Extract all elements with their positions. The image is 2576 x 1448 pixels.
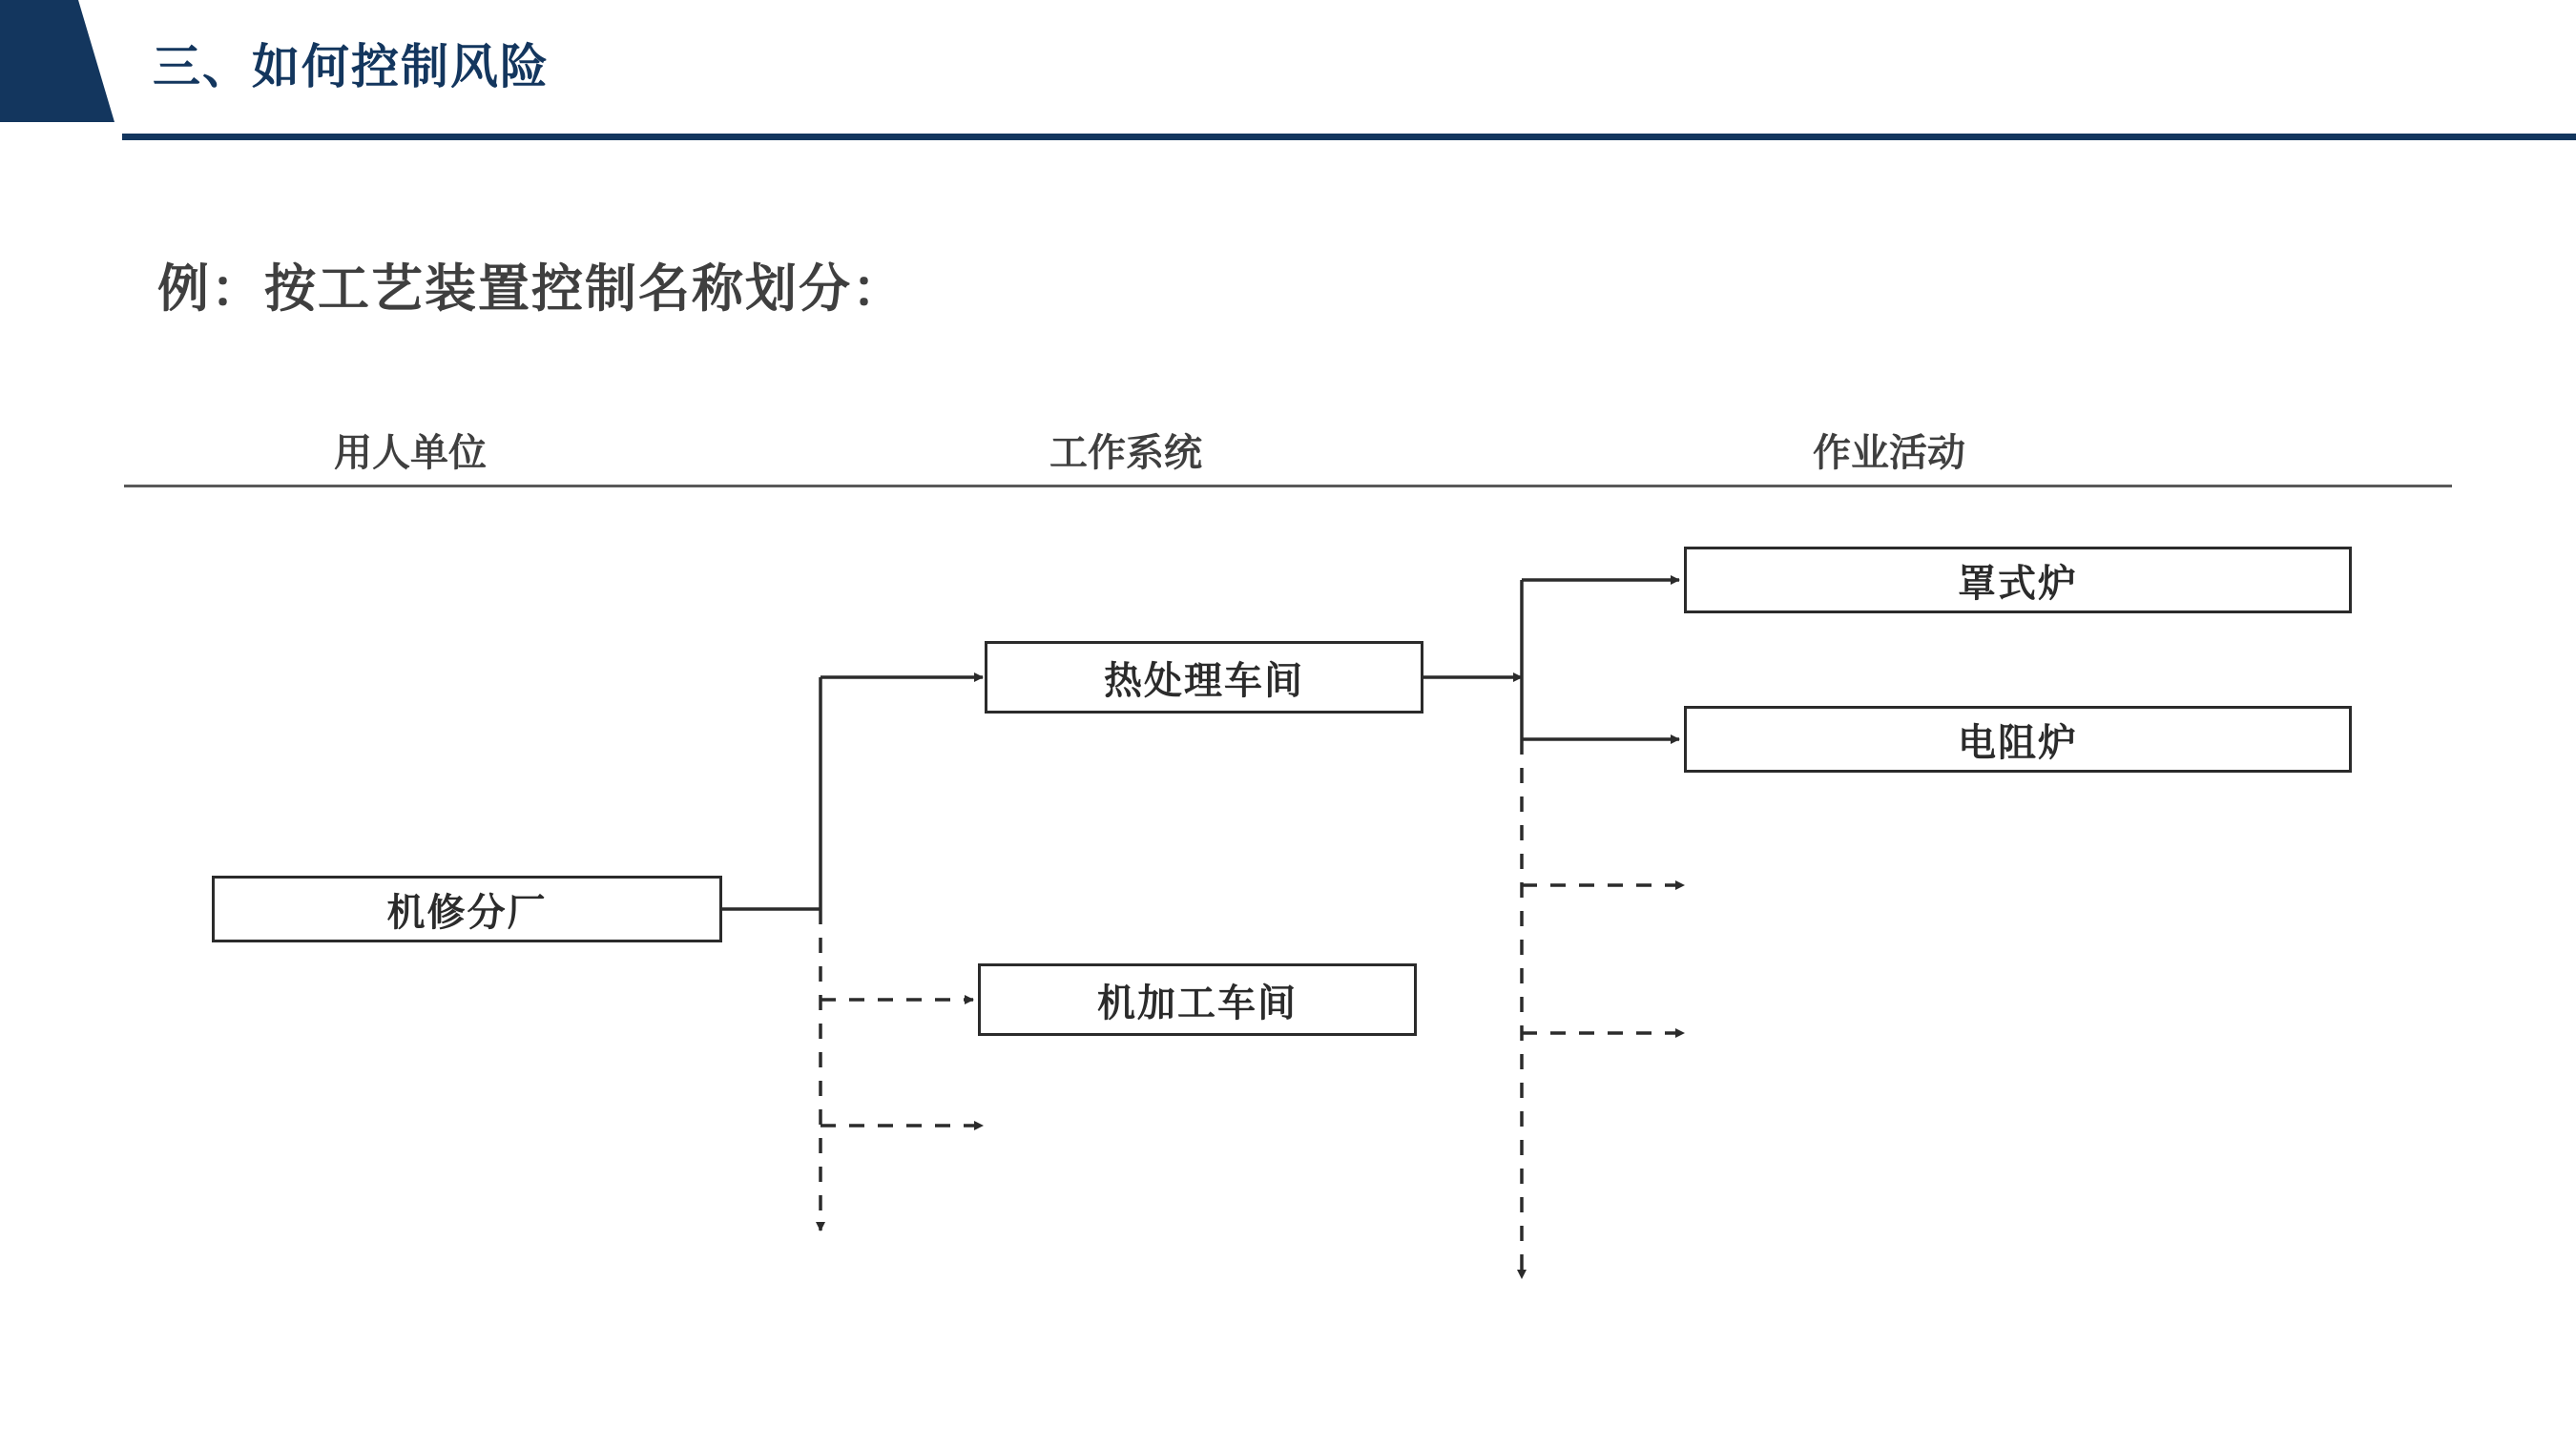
subtitle: 例：按工艺装置控制名称划分： xyxy=(157,260,905,318)
node-label: 罩式炉 xyxy=(1958,562,2078,605)
node-heat-treatment-workshop[interactable] xyxy=(985,641,1423,714)
column-heading-work-activity: 作业活动 xyxy=(1813,432,1965,474)
column-heading-work-system: 工作系统 xyxy=(1049,432,1202,474)
node-employer-unit[interactable] xyxy=(212,876,722,942)
page-title: 三、如何控制风险 xyxy=(153,40,550,93)
node-label: 机修分厂 xyxy=(386,891,548,934)
node-machining-workshop[interactable] xyxy=(978,963,1417,1036)
column-heading-employer: 用人单位 xyxy=(334,432,487,474)
node-resistance-furnace[interactable] xyxy=(1684,706,2352,773)
node-label: 电阻炉 xyxy=(1958,721,2078,764)
node-bell-type-furnace[interactable] xyxy=(1684,547,2352,613)
node-label: 机加工车间 xyxy=(1097,982,1298,1024)
node-label: 热处理车间 xyxy=(1104,659,1304,702)
